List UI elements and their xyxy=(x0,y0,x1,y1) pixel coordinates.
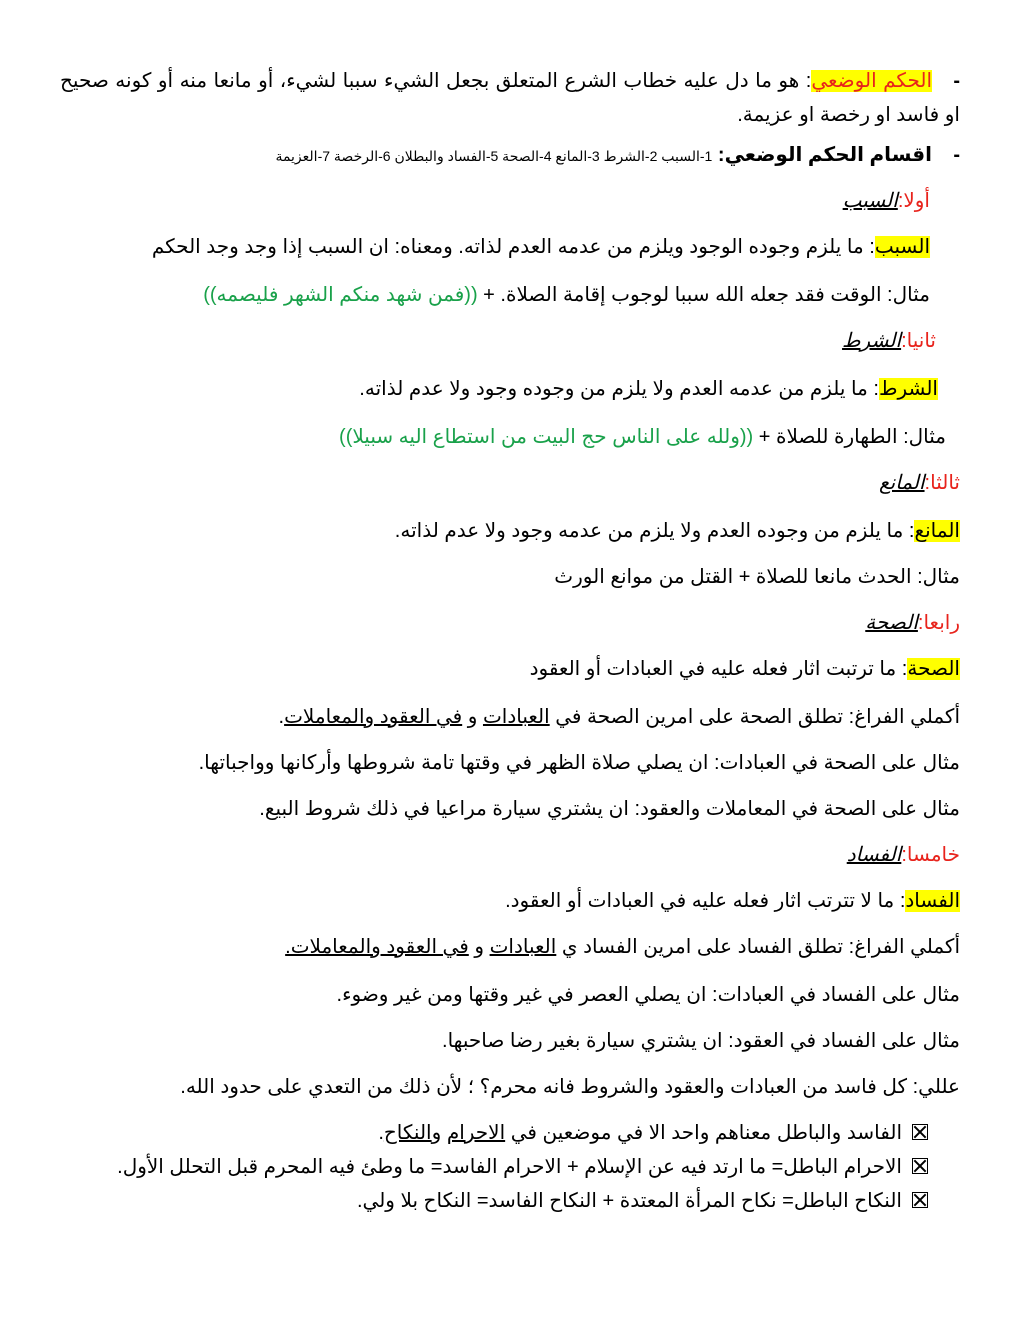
parts-list: 1-السبب 2-الشرط 3-المانع 4-الصحة 5-الفساد والبطلان 6-الرخصة 7-العزيمة xyxy=(275,148,713,164)
heading-mani: ثالثا:المانع xyxy=(879,472,960,494)
fasad-definition: الفساد: ما لا تترتب اثار فعله عليه في العبادات أو العقود. xyxy=(505,890,960,912)
note-item: الاحرام الباطل= ما ارتد فيه عن الإسلام + الاحرام الفاسد= ما وطئ فيه المحرم قبل التحلل الأول. xyxy=(117,1154,928,1180)
note-item: الفاسد والباطل معناهم واحد الا في موضعين في الاحرام والنكاح. xyxy=(378,1120,928,1146)
parts-term: اقسام الحكم الوضعي: xyxy=(717,144,932,166)
mani-term: المانع xyxy=(914,520,960,542)
verse: ((فمن شهد منكم الشهر فليصمه)) xyxy=(203,284,478,306)
definition-text: : هو ما دل عليه خطاب الشرع المتعلق بجعل الشيء سببا لشيء، أو مانعا منه أو كونه صحيح او فاسد او رخصة او عزيمة. xyxy=(60,70,960,126)
sihha-example-1: مثال على الصحة في العبادات: ان يصلي صلاة الظهر في وقتها تامة شروطها وأركانها وواجباتها. xyxy=(198,752,960,774)
sihha-fill-blank: أكملي الفراغ: تطلق الصحة على امرين الصحة في العبادات و في العقود والمعاملات. xyxy=(278,706,960,728)
sabab-definition: السبب: ما يلزم وجوده الوجود ويلزم من عدمه العدم لذاته. ومعناه: ان السبب إذا وجد وجد الحكم xyxy=(151,236,930,258)
answer-ibadat: العبادات xyxy=(482,706,550,728)
fasad-example-1: مثال على الفساد في العبادات: ان يصلي العصر في غير وقتها ومن غير وضوء. xyxy=(336,984,960,1006)
checkbox-x-icon xyxy=(912,1158,928,1174)
verse: ((ولله على الناس حج البيت من استطاع اليه سبيلا)) xyxy=(339,426,754,448)
fasad-reason: عللي: كل فاسد من العبادات والعقود والشروط فانه محرم؟ ؛ لأن ذلك من التعدي على حدود الله. xyxy=(180,1076,960,1098)
heading-sihha: رابعا:الصحة xyxy=(865,612,960,634)
note-item: النكاح الباطل= نكاح المرأة المعتدة + النكاح الفاسد= النكاح بلا ولي. xyxy=(357,1188,928,1214)
heading-fasad: خامسا:الفساد xyxy=(846,844,960,866)
heading-sabab: أولا:السبب xyxy=(842,190,930,212)
definition-paragraph xyxy=(60,64,960,132)
mani-definition: المانع: ما يلزم من وجوده العدم ولا يلزم من عدمه وجود ولا عدم لذاته. xyxy=(394,520,960,542)
sabab-example: مثال: الوقت فقد جعله الله سببا لوجوب إقامة الصلاة. + ((فمن شهد منكم الشهر فليصمه)) xyxy=(203,284,930,306)
heading-shart: ثانيا:الشرط xyxy=(842,330,936,352)
sihha-example-2: مثال على الصحة في المعاملات والعقود: ان يشتري سيارة مراعيا في ذلك شروط البيع. xyxy=(259,798,960,820)
sihha-term: الصحة xyxy=(907,658,960,680)
checkbox-x-icon xyxy=(912,1124,928,1140)
fasad-example-2: مثال على الفساد في العقود: ان يشتري سيارة بغير رضا صاحبها. xyxy=(442,1030,960,1052)
fasad-term: الفساد xyxy=(905,890,960,912)
sihha-definition: الصحة: ما ترتبت اثار فعله عليه في العبادات أو العقود xyxy=(529,658,960,680)
dash-bullet: - xyxy=(953,144,960,166)
definition-term: الحكم الوضعي xyxy=(811,70,932,92)
answer-uqud: في العقود والمعاملات xyxy=(284,706,463,728)
mani-example: مثال: الحدث مانعا للصلاة + القتل من موانع الورث xyxy=(554,566,960,588)
shart-term: الشرط xyxy=(878,378,938,400)
shart-definition: الشرط: ما يلزم من عدمه العدم ولا يلزم من وجوده وجود ولا عدم لذاته. xyxy=(359,378,938,400)
dash-bullet: - xyxy=(953,70,960,92)
shart-example: مثال: الطهارة للصلاة + ((ولله على الناس حج البيت من استطاع اليه سبيلا)) xyxy=(339,426,946,448)
answer-uqud: في العقود والمعاملات. xyxy=(285,936,469,958)
sabab-term: السبب xyxy=(874,236,930,258)
parts-line xyxy=(275,142,960,169)
fasad-fill-blank: أكملي الفراغ: تطلق الفساد على امرين الفساد ي العبادات و في العقود والمعاملات. xyxy=(285,936,960,958)
checkbox-x-icon xyxy=(912,1192,928,1208)
answer-ibadat: العبادات xyxy=(489,936,557,958)
